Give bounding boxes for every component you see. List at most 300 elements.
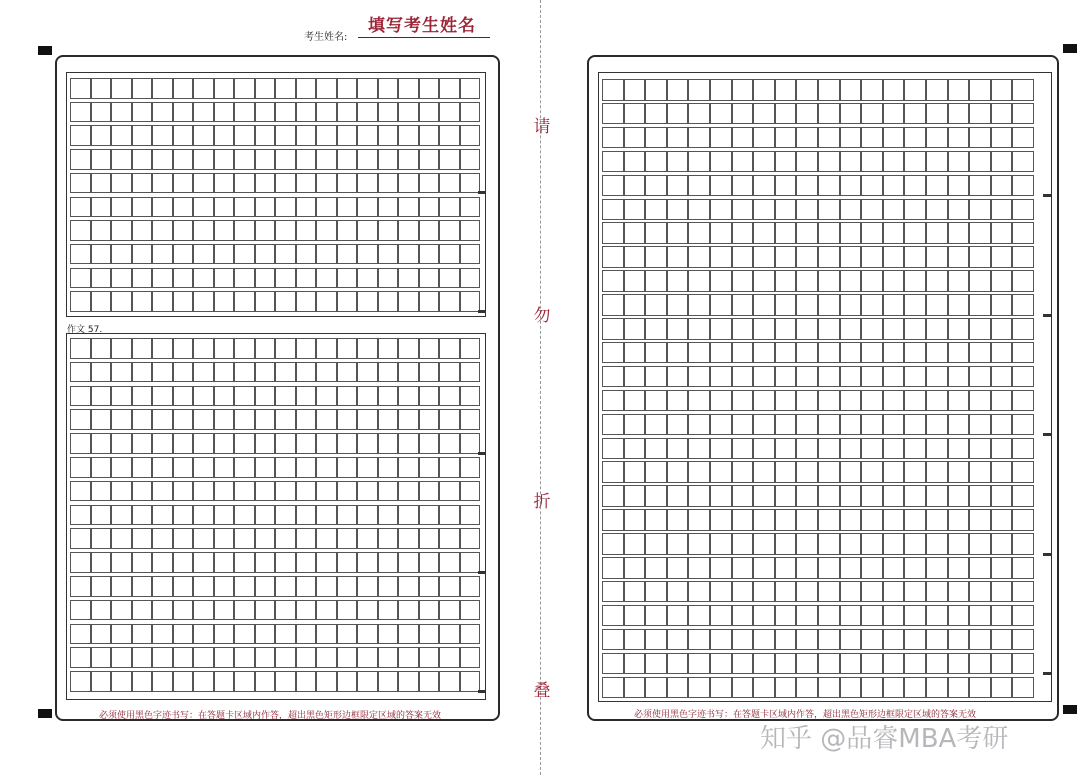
writing-cell[interactable] [91, 125, 112, 146]
writing-cell[interactable] [796, 151, 818, 173]
writing-cell[interactable] [796, 461, 818, 483]
writing-cell[interactable] [775, 222, 797, 244]
writing-cell[interactable] [398, 78, 419, 99]
writing-cell[interactable] [152, 409, 173, 430]
writing-cell[interactable] [991, 581, 1013, 603]
writing-cell[interactable] [948, 629, 970, 651]
writing-cell[interactable] [840, 533, 862, 555]
writing-cell[interactable] [904, 151, 926, 173]
writing-cell[interactable] [818, 438, 840, 460]
writing-cell[interactable] [70, 647, 91, 668]
writing-cell[interactable] [948, 175, 970, 197]
writing-cell[interactable] [111, 125, 132, 146]
writing-cell[interactable] [948, 270, 970, 292]
writing-cell[interactable] [378, 505, 399, 526]
writing-cell[interactable] [214, 149, 235, 170]
writing-cell[interactable] [70, 671, 91, 692]
writing-cell[interactable] [132, 244, 153, 265]
writing-cell[interactable] [1012, 127, 1034, 149]
writing-cell[interactable] [296, 149, 317, 170]
writing-cell[interactable] [111, 362, 132, 383]
writing-cell[interactable] [152, 197, 173, 218]
writing-cell[interactable] [710, 557, 732, 579]
writing-cell[interactable] [378, 433, 399, 454]
writing-cell[interactable] [624, 127, 646, 149]
writing-cell[interactable] [173, 481, 194, 502]
writing-cell[interactable] [732, 390, 754, 412]
writing-cell[interactable] [688, 103, 710, 125]
writing-cell[interactable] [460, 647, 481, 668]
writing-cell[interactable] [667, 103, 689, 125]
writing-cell[interactable] [132, 647, 153, 668]
writing-cell[interactable] [840, 175, 862, 197]
writing-cell[interactable] [419, 647, 440, 668]
writing-cell[interactable] [624, 318, 646, 340]
writing-cell[interactable] [969, 366, 991, 388]
writing-cell[interactable] [214, 409, 235, 430]
writing-cell[interactable] [275, 647, 296, 668]
writing-cell[interactable] [70, 505, 91, 526]
writing-cell[interactable] [337, 576, 358, 597]
writing-cell[interactable] [861, 222, 883, 244]
writing-cell[interactable] [214, 173, 235, 194]
writing-cell[interactable] [193, 433, 214, 454]
writing-cell[interactable] [624, 629, 646, 651]
writing-cell[interactable] [398, 149, 419, 170]
writing-cell[interactable] [357, 338, 378, 359]
writing-cell[interactable] [275, 78, 296, 99]
writing-cell[interactable] [214, 481, 235, 502]
writing-cell[interactable] [969, 533, 991, 555]
writing-cell[interactable] [775, 79, 797, 101]
writing-cell[interactable] [861, 103, 883, 125]
writing-cell[interactable] [316, 528, 337, 549]
writing-cell[interactable] [316, 220, 337, 241]
writing-cell[interactable] [904, 533, 926, 555]
writing-cell[interactable] [969, 557, 991, 579]
writing-cell[interactable] [948, 318, 970, 340]
writing-cell[interactable] [378, 362, 399, 383]
writing-cell[interactable] [732, 366, 754, 388]
writing-cell[interactable] [91, 291, 112, 312]
writing-cell[interactable] [70, 125, 91, 146]
writing-cell[interactable] [439, 268, 460, 289]
writing-cell[interactable] [796, 390, 818, 412]
writing-cell[interactable] [132, 386, 153, 407]
writing-cell[interactable] [732, 175, 754, 197]
writing-cell[interactable] [460, 173, 481, 194]
writing-cell[interactable] [645, 390, 667, 412]
writing-cell[interactable] [255, 409, 276, 430]
writing-cell[interactable] [173, 624, 194, 645]
writing-cell[interactable] [796, 366, 818, 388]
writing-cell[interactable] [624, 438, 646, 460]
writing-cell[interactable] [602, 438, 624, 460]
writing-cell[interactable] [152, 600, 173, 621]
writing-cell[interactable] [193, 125, 214, 146]
writing-cell[interactable] [398, 552, 419, 573]
writing-cell[interactable] [883, 509, 905, 531]
writing-cell[interactable] [948, 366, 970, 388]
writing-cell[interactable] [111, 671, 132, 692]
writing-cell[interactable] [904, 438, 926, 460]
writing-cell[interactable] [234, 433, 255, 454]
writing-cell[interactable] [624, 557, 646, 579]
writing-cell[interactable] [775, 366, 797, 388]
writing-cell[interactable] [91, 149, 112, 170]
writing-cell[interactable] [357, 457, 378, 478]
writing-cell[interactable] [255, 576, 276, 597]
writing-cell[interactable] [969, 509, 991, 531]
writing-cell[interactable] [70, 244, 91, 265]
writing-cell[interactable] [688, 246, 710, 268]
writing-cell[interactable] [948, 414, 970, 436]
writing-cell[interactable] [753, 175, 775, 197]
writing-cell[interactable] [796, 557, 818, 579]
writing-cell[interactable] [818, 485, 840, 507]
writing-cell[interactable] [1012, 581, 1034, 603]
writing-cell[interactable] [926, 342, 948, 364]
writing-cell[interactable] [296, 600, 317, 621]
writing-cell[interactable] [70, 552, 91, 573]
writing-cell[interactable] [460, 102, 481, 123]
writing-cell[interactable] [357, 671, 378, 692]
writing-cell[interactable] [667, 605, 689, 627]
writing-cell[interactable] [91, 528, 112, 549]
writing-cell[interactable] [645, 629, 667, 651]
writing-cell[interactable] [969, 342, 991, 364]
writing-cell[interactable] [948, 438, 970, 460]
writing-cell[interactable] [948, 581, 970, 603]
writing-cell[interactable] [926, 318, 948, 340]
writing-cell[interactable] [926, 366, 948, 388]
writing-cell[interactable] [883, 557, 905, 579]
writing-cell[interactable] [255, 386, 276, 407]
writing-cell[interactable] [316, 647, 337, 668]
writing-cell[interactable] [775, 653, 797, 675]
writing-cell[interactable] [969, 318, 991, 340]
writing-cell[interactable] [926, 390, 948, 412]
writing-cell[interactable] [193, 647, 214, 668]
writing-cell[interactable] [234, 291, 255, 312]
writing-cell[interactable] [132, 149, 153, 170]
writing-cell[interactable] [398, 671, 419, 692]
writing-cell[interactable] [337, 624, 358, 645]
writing-cell[interactable] [861, 246, 883, 268]
writing-cell[interactable] [775, 103, 797, 125]
writing-cell[interactable] [193, 576, 214, 597]
writing-cell[interactable] [602, 318, 624, 340]
writing-cell[interactable] [275, 149, 296, 170]
writing-cell[interactable] [193, 173, 214, 194]
writing-cell[interactable] [775, 199, 797, 221]
writing-cell[interactable] [357, 78, 378, 99]
writing-cell[interactable] [602, 485, 624, 507]
writing-cell[interactable] [234, 268, 255, 289]
writing-cell[interactable] [378, 386, 399, 407]
writing-cell[interactable] [357, 362, 378, 383]
writing-cell[interactable] [214, 576, 235, 597]
writing-cell[interactable] [904, 390, 926, 412]
writing-cell[interactable] [296, 102, 317, 123]
writing-cell[interactable] [796, 294, 818, 316]
writing-cell[interactable] [419, 197, 440, 218]
writing-cell[interactable] [255, 528, 276, 549]
writing-cell[interactable] [193, 149, 214, 170]
writing-cell[interactable] [234, 600, 255, 621]
writing-cell[interactable] [214, 433, 235, 454]
writing-cell[interactable] [753, 318, 775, 340]
writing-cell[interactable] [991, 366, 1013, 388]
writing-cell[interactable] [214, 268, 235, 289]
writing-cell[interactable] [70, 457, 91, 478]
writing-cell[interactable] [840, 629, 862, 651]
writing-cell[interactable] [688, 151, 710, 173]
writing-cell[interactable] [1012, 533, 1034, 555]
writing-cell[interactable] [624, 461, 646, 483]
writing-cell[interactable] [460, 481, 481, 502]
writing-cell[interactable] [337, 433, 358, 454]
writing-cell[interactable] [316, 173, 337, 194]
writing-cell[interactable] [378, 78, 399, 99]
writing-cell[interactable] [645, 557, 667, 579]
writing-cell[interactable] [255, 457, 276, 478]
writing-cell[interactable] [357, 552, 378, 573]
writing-cell[interactable] [296, 528, 317, 549]
writing-cell[interactable] [419, 552, 440, 573]
writing-cell[interactable] [398, 457, 419, 478]
writing-cell[interactable] [926, 199, 948, 221]
writing-cell[interactable] [132, 197, 153, 218]
writing-cell[interactable] [460, 149, 481, 170]
writing-cell[interactable] [732, 605, 754, 627]
writing-cell[interactable] [645, 175, 667, 197]
writing-cell[interactable] [883, 342, 905, 364]
writing-cell[interactable] [624, 390, 646, 412]
writing-cell[interactable] [296, 671, 317, 692]
writing-cell[interactable] [255, 78, 276, 99]
writing-cell[interactable] [91, 362, 112, 383]
writing-cell[interactable] [624, 246, 646, 268]
writing-cell[interactable] [152, 457, 173, 478]
writing-cell[interactable] [275, 624, 296, 645]
writing-cell[interactable] [840, 342, 862, 364]
writing-cell[interactable] [667, 461, 689, 483]
writing-cell[interactable] [926, 294, 948, 316]
writing-cell[interactable] [818, 461, 840, 483]
writing-cell[interactable] [840, 366, 862, 388]
writing-cell[interactable] [111, 552, 132, 573]
writing-cell[interactable] [234, 481, 255, 502]
writing-cell[interactable] [904, 461, 926, 483]
writing-cell[interactable] [991, 557, 1013, 579]
writing-cell[interactable] [419, 149, 440, 170]
writing-cell[interactable] [111, 600, 132, 621]
writing-cell[interactable] [275, 220, 296, 241]
writing-cell[interactable] [948, 199, 970, 221]
writing-cell[interactable] [883, 79, 905, 101]
writing-cell[interactable] [398, 173, 419, 194]
writing-cell[interactable] [419, 528, 440, 549]
writing-cell[interactable] [796, 485, 818, 507]
writing-cell[interactable] [926, 175, 948, 197]
writing-cell[interactable] [883, 605, 905, 627]
writing-cell[interactable] [419, 481, 440, 502]
writing-cell[interactable] [688, 629, 710, 651]
writing-cell[interactable] [132, 552, 153, 573]
writing-cell[interactable] [316, 268, 337, 289]
writing-cell[interactable] [111, 647, 132, 668]
writing-cell[interactable] [969, 151, 991, 173]
writing-cell[interactable] [775, 438, 797, 460]
writing-cell[interactable] [316, 433, 337, 454]
writing-cell[interactable] [173, 505, 194, 526]
writing-cell[interactable] [460, 268, 481, 289]
writing-cell[interactable] [667, 629, 689, 651]
writing-cell[interactable] [775, 294, 797, 316]
writing-cell[interactable] [439, 338, 460, 359]
writing-cell[interactable] [1012, 270, 1034, 292]
writing-cell[interactable] [840, 605, 862, 627]
writing-cell[interactable] [193, 457, 214, 478]
writing-cell[interactable] [796, 270, 818, 292]
writing-cell[interactable] [753, 246, 775, 268]
writing-cell[interactable] [275, 552, 296, 573]
writing-cell[interactable] [193, 244, 214, 265]
writing-cell[interactable] [602, 222, 624, 244]
writing-cell[interactable] [624, 342, 646, 364]
writing-cell[interactable] [710, 509, 732, 531]
writing-cell[interactable] [732, 342, 754, 364]
writing-cell[interactable] [602, 581, 624, 603]
writing-cell[interactable] [460, 552, 481, 573]
writing-cell[interactable] [840, 246, 862, 268]
writing-cell[interactable] [1012, 557, 1034, 579]
writing-cell[interactable] [419, 624, 440, 645]
writing-cell[interactable] [91, 386, 112, 407]
writing-cell[interactable] [193, 197, 214, 218]
writing-cell[interactable] [926, 461, 948, 483]
writing-cell[interactable] [234, 338, 255, 359]
writing-cell[interactable] [753, 366, 775, 388]
writing-cell[interactable] [883, 366, 905, 388]
writing-cell[interactable] [296, 78, 317, 99]
writing-cell[interactable] [710, 199, 732, 221]
writing-cell[interactable] [991, 222, 1013, 244]
writing-cell[interactable] [667, 175, 689, 197]
writing-cell[interactable] [991, 103, 1013, 125]
writing-cell[interactable] [70, 173, 91, 194]
writing-cell[interactable] [378, 457, 399, 478]
writing-cell[interactable] [91, 481, 112, 502]
writing-cell[interactable] [439, 291, 460, 312]
writing-cell[interactable] [111, 433, 132, 454]
writing-cell[interactable] [419, 433, 440, 454]
writing-cell[interactable] [296, 433, 317, 454]
writing-cell[interactable] [602, 461, 624, 483]
writing-cell[interactable] [275, 244, 296, 265]
writing-cell[interactable] [296, 505, 317, 526]
writing-cell[interactable] [173, 552, 194, 573]
writing-cell[interactable] [818, 414, 840, 436]
writing-cell[interactable] [904, 175, 926, 197]
writing-cell[interactable] [926, 414, 948, 436]
writing-cell[interactable] [969, 294, 991, 316]
writing-cell[interactable] [969, 461, 991, 483]
writing-cell[interactable] [398, 125, 419, 146]
writing-cell[interactable] [818, 175, 840, 197]
writing-cell[interactable] [460, 624, 481, 645]
writing-cell[interactable] [234, 576, 255, 597]
writing-cell[interactable] [969, 605, 991, 627]
writing-cell[interactable] [861, 533, 883, 555]
writing-cell[interactable] [193, 338, 214, 359]
writing-cell[interactable] [296, 291, 317, 312]
writing-cell[interactable] [667, 79, 689, 101]
writing-cell[interactable] [91, 220, 112, 241]
writing-cell[interactable] [861, 581, 883, 603]
writing-cell[interactable] [70, 576, 91, 597]
writing-cell[interactable] [419, 173, 440, 194]
writing-cell[interactable] [624, 677, 646, 699]
writing-cell[interactable] [840, 485, 862, 507]
writing-cell[interactable] [378, 244, 399, 265]
writing-cell[interactable] [1012, 222, 1034, 244]
writing-cell[interactable] [234, 125, 255, 146]
writing-cell[interactable] [796, 342, 818, 364]
writing-cell[interactable] [70, 338, 91, 359]
writing-cell[interactable] [173, 268, 194, 289]
writing-cell[interactable] [645, 366, 667, 388]
writing-cell[interactable] [193, 552, 214, 573]
writing-cell[interactable] [132, 220, 153, 241]
writing-cell[interactable] [132, 481, 153, 502]
writing-cell[interactable] [1012, 151, 1034, 173]
writing-cell[interactable] [460, 291, 481, 312]
writing-cell[interactable] [948, 342, 970, 364]
writing-cell[interactable] [688, 557, 710, 579]
writing-cell[interactable] [667, 127, 689, 149]
writing-cell[interactable] [357, 197, 378, 218]
writing-cell[interactable] [602, 294, 624, 316]
writing-cell[interactable] [419, 600, 440, 621]
writing-cell[interactable] [460, 197, 481, 218]
writing-cell[interactable] [173, 671, 194, 692]
writing-cell[interactable] [460, 505, 481, 526]
writing-cell[interactable] [667, 581, 689, 603]
writing-cell[interactable] [991, 79, 1013, 101]
writing-cell[interactable] [378, 125, 399, 146]
writing-cell[interactable] [255, 244, 276, 265]
writing-cell[interactable] [234, 552, 255, 573]
writing-cell[interactable] [378, 268, 399, 289]
writing-cell[interactable] [460, 600, 481, 621]
writing-cell[interactable] [357, 528, 378, 549]
writing-cell[interactable] [111, 102, 132, 123]
writing-cell[interactable] [818, 557, 840, 579]
writing-cell[interactable] [883, 581, 905, 603]
writing-cell[interactable] [214, 528, 235, 549]
writing-cell[interactable] [255, 149, 276, 170]
writing-cell[interactable] [948, 509, 970, 531]
writing-cell[interactable] [645, 533, 667, 555]
writing-cell[interactable] [926, 151, 948, 173]
writing-cell[interactable] [796, 246, 818, 268]
writing-cell[interactable] [460, 338, 481, 359]
writing-cell[interactable] [710, 461, 732, 483]
writing-cell[interactable] [91, 78, 112, 99]
writing-cell[interactable] [193, 220, 214, 241]
